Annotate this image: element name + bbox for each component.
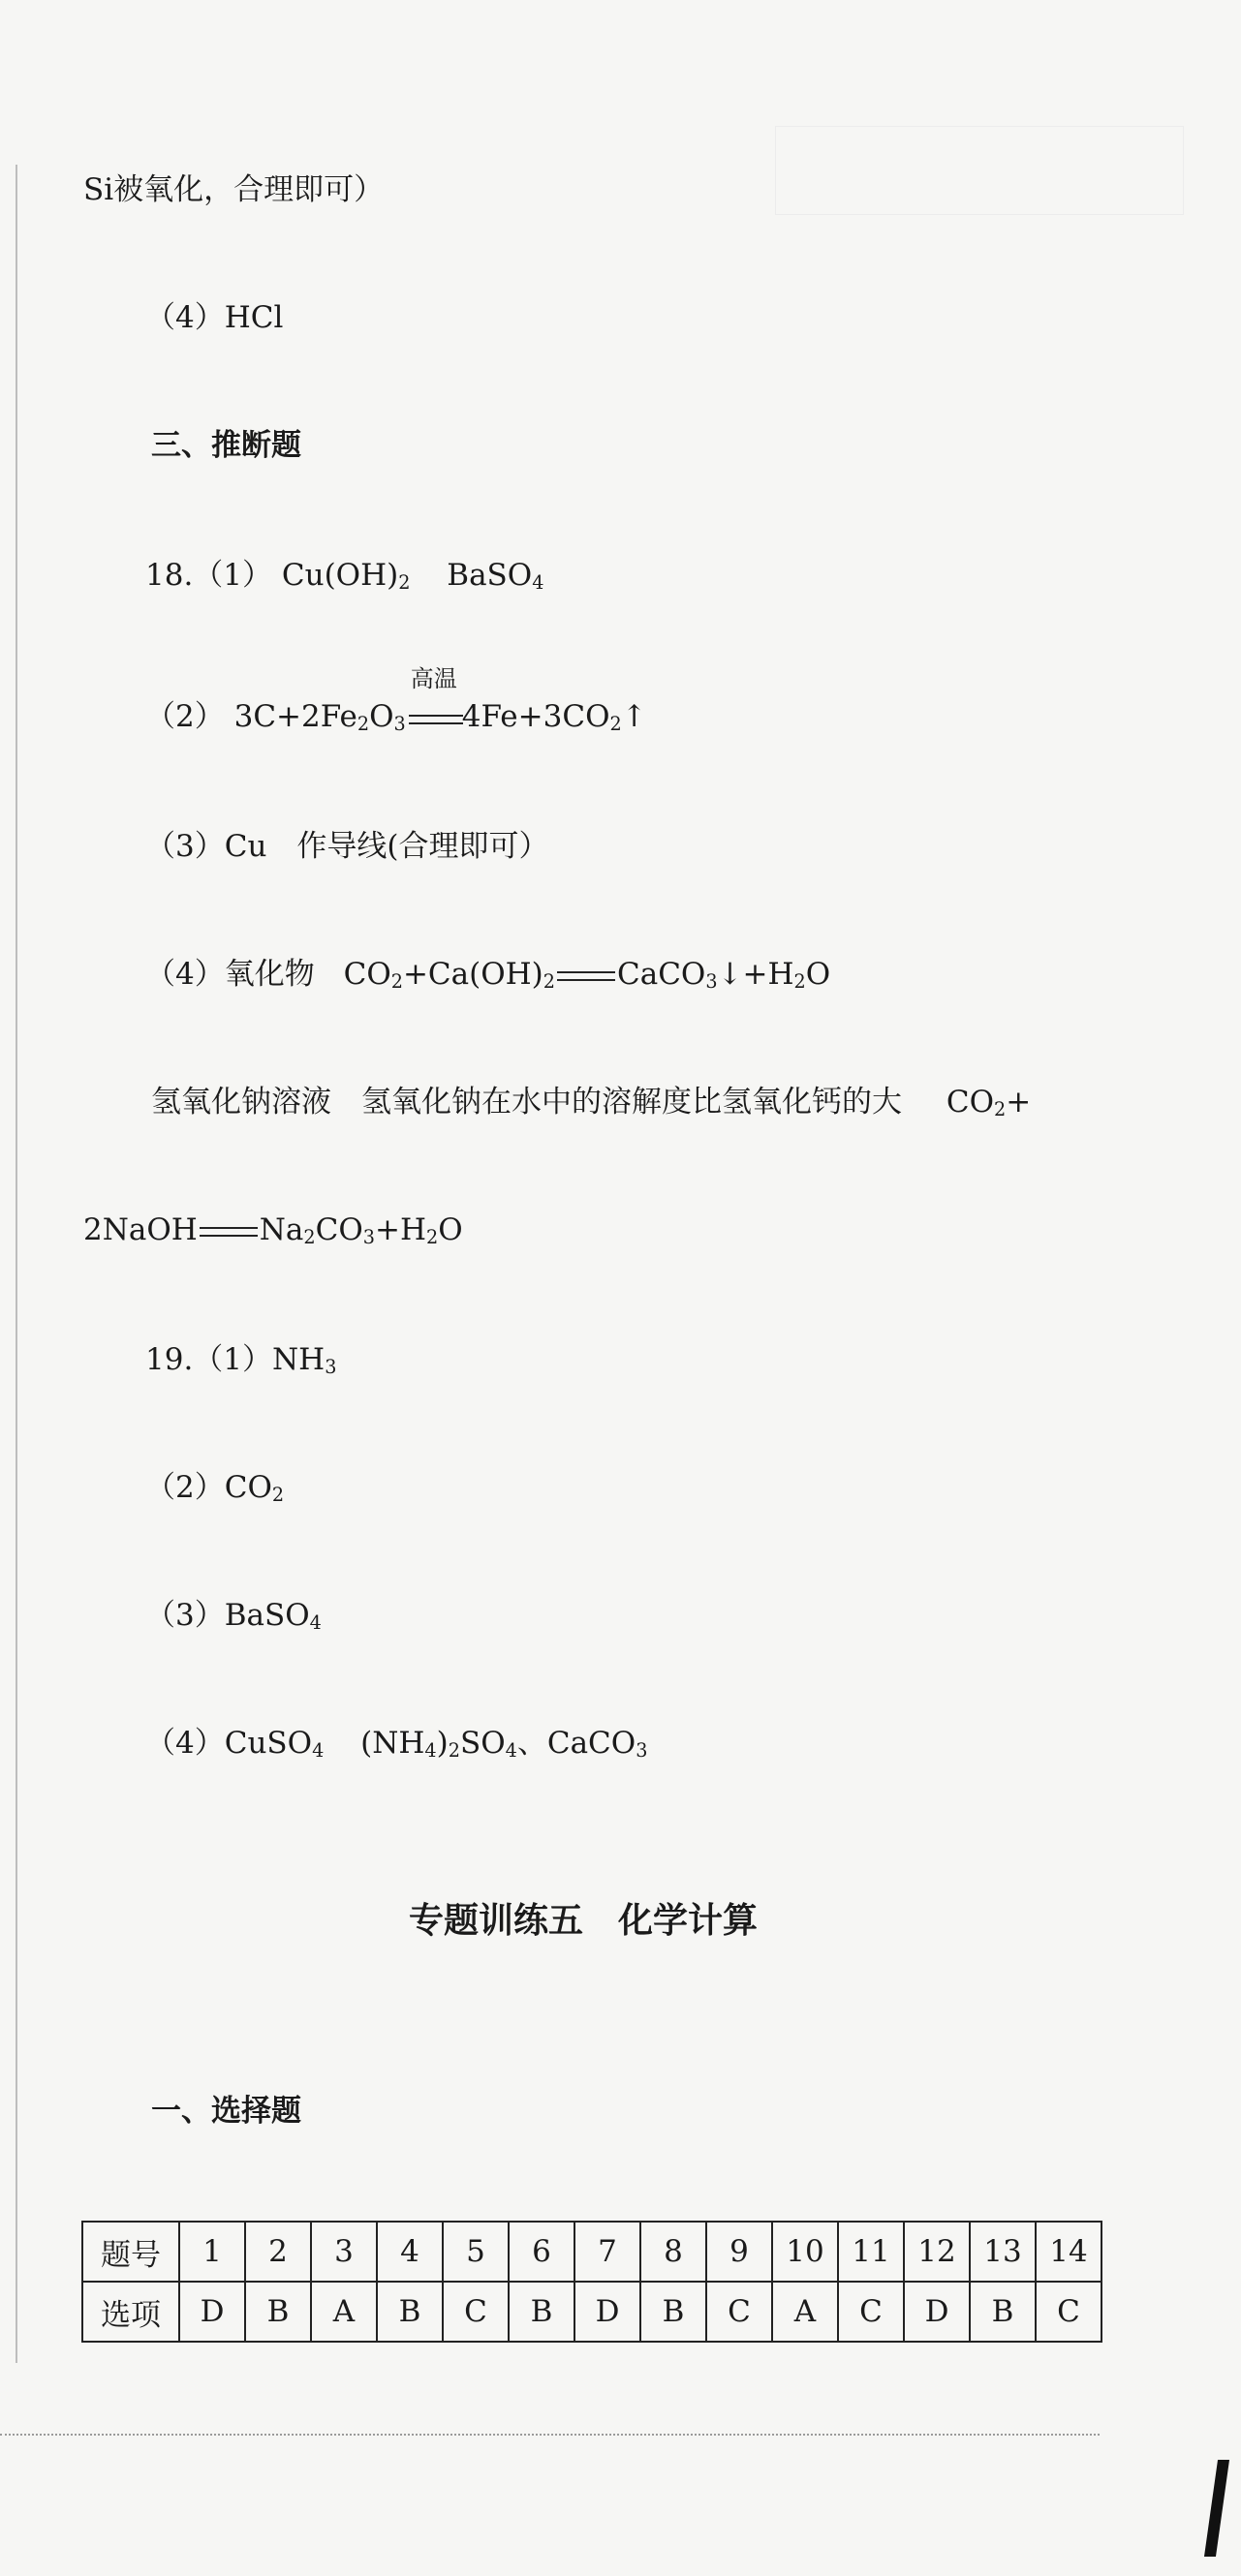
line-q18-3: [145, 827, 549, 866]
subscript: 2: [303, 1225, 316, 1248]
line-q18-1: [145, 556, 543, 595]
faint-watermark: [775, 126, 1184, 215]
formula-part: ↓+H: [717, 957, 794, 992]
subscript: 3: [393, 712, 406, 735]
item-number: 18.（1）: [145, 558, 273, 593]
table-cell: 9: [706, 2222, 772, 2282]
section-heading-inference: [151, 426, 301, 465]
table-cell: A: [311, 2282, 377, 2342]
table-cell: C: [706, 2282, 772, 2342]
item-number: （3）: [145, 1598, 225, 1633]
subscript: 3: [705, 969, 718, 993]
table-cell: 2: [245, 2222, 311, 2282]
formula-part: (NH: [360, 1726, 425, 1761]
subscript: 3: [325, 1355, 337, 1378]
answer-table: [81, 2221, 1102, 2343]
subscript: 3: [636, 1738, 648, 1762]
table-cell: C: [838, 2282, 904, 2342]
text: Si被氧化，合理即可）: [83, 172, 385, 207]
table-cell: B: [245, 2282, 311, 2342]
line-si-oxidized: [83, 170, 384, 209]
table-cell: 3: [311, 2222, 377, 2282]
formula-part: 4Fe+3CO: [461, 699, 610, 734]
table-cell: B: [640, 2282, 706, 2342]
table-header-cell: 选项: [82, 2282, 179, 2342]
line-q19-1: [145, 1340, 336, 1379]
item-number: 19.（1）: [145, 1342, 273, 1377]
formula-part: Na: [259, 1212, 304, 1247]
subscript: 2: [994, 1097, 1007, 1120]
line-q17-4: [145, 298, 283, 337]
formula-part: BaSO: [224, 1598, 310, 1633]
formula-part: NH: [272, 1342, 326, 1377]
formula-part: O: [805, 957, 831, 992]
gas-arrow: ↑: [621, 699, 647, 734]
item-text: （4）氧化物: [145, 957, 315, 992]
formula-part: CO: [343, 957, 391, 992]
formula-part: +: [1006, 1085, 1032, 1119]
formula-part: O: [369, 699, 394, 734]
heading-text: 三、推断题: [151, 428, 301, 463]
table-row-numbers: [82, 2222, 1101, 2282]
formula-part: 、CaCO: [516, 1726, 636, 1761]
table-cell: D: [904, 2282, 970, 2342]
formula-part: O: [438, 1212, 463, 1247]
formula-part: CuSO: [224, 1726, 313, 1761]
line-naoh-explanation: [151, 1083, 1031, 1121]
table-cell: B: [377, 2282, 443, 2342]
formula-part: 3C+2Fe: [233, 699, 357, 734]
table-cell: 12: [904, 2222, 970, 2282]
table-cell: D: [179, 2282, 245, 2342]
subscript: 2: [357, 712, 370, 735]
subscript: 4: [424, 1738, 437, 1762]
table-cell: C: [443, 2282, 509, 2342]
equals-sign: [557, 971, 615, 981]
heading-text: 一、选择题: [151, 2094, 301, 2129]
formula-part: BaSO: [447, 558, 533, 593]
item-number: （4）: [145, 300, 225, 335]
page-edge-mark: [1204, 2460, 1229, 2557]
formula-part: +H: [374, 1212, 426, 1247]
subscript: 4: [312, 1738, 325, 1762]
text: （3）Cu 作导线(合理即可）: [145, 829, 549, 864]
table-cell: 8: [640, 2222, 706, 2282]
table-cell: 7: [574, 2222, 640, 2282]
equals-sign: [200, 1227, 258, 1237]
subscript: 2: [543, 969, 555, 993]
equals-sign: [409, 715, 463, 724]
subscript: 2: [793, 969, 806, 993]
table-cell: 5: [443, 2222, 509, 2282]
table-cell: 4: [377, 2222, 443, 2282]
page-title: [409, 1902, 758, 1941]
formula: HCl: [224, 300, 284, 335]
subscript: 4: [505, 1738, 517, 1762]
table-cell: 13: [970, 2222, 1036, 2282]
table-cell: B: [970, 2282, 1036, 2342]
subscript: 2: [609, 712, 622, 735]
formula-part: CaCO: [617, 957, 706, 992]
line-q19-3: [145, 1596, 322, 1635]
item-number: （2）: [145, 699, 225, 734]
formula-part: +Ca(OH): [402, 957, 543, 992]
line-q18-4-equation: [145, 955, 830, 994]
subscript: 4: [309, 1610, 322, 1634]
subscript: 2: [448, 1738, 460, 1762]
condition-text: 高温: [410, 664, 457, 692]
subscript: 3: [362, 1225, 375, 1248]
formula-part: SO: [459, 1726, 506, 1761]
section-heading-multiple-choice: [151, 2092, 301, 2131]
text: 氢氧化钠溶液 氢氧化钠在水中的溶解度比氢氧化钙的大: [151, 1085, 902, 1119]
table-cell: C: [1036, 2282, 1101, 2342]
subscript: 2: [425, 1225, 439, 1248]
formula-part: 2NaOH: [83, 1212, 198, 1247]
table-cell: B: [509, 2282, 574, 2342]
title-text: 专题训练五 化学计算: [409, 1901, 759, 1941]
table-cell: D: [574, 2282, 640, 2342]
dotted-separator: [0, 2434, 1100, 2436]
subscript: 4: [532, 570, 544, 594]
formula-part: CO: [224, 1470, 272, 1505]
formula-part: CO: [946, 1085, 994, 1119]
left-margin-rule: [16, 165, 17, 2363]
table-cell: 14: [1036, 2222, 1101, 2282]
table-cell: 6: [509, 2222, 574, 2282]
reaction-condition: [407, 664, 461, 738]
line-naoh-equation: [83, 1211, 463, 1249]
item-number: （2）: [145, 1470, 225, 1505]
subscript: 2: [398, 570, 411, 594]
table-row-answers: [82, 2282, 1101, 2342]
subscript: 2: [390, 969, 403, 993]
line-q19-4: [145, 1724, 647, 1763]
formula-part: Cu(OH): [281, 558, 399, 593]
item-number: （4）: [145, 1726, 225, 1761]
formula-part: ): [436, 1726, 449, 1761]
line-q18-2-equation: [145, 664, 647, 738]
table-header-cell: 题号: [82, 2222, 179, 2282]
line-q19-2: [145, 1468, 284, 1507]
table-cell: 10: [772, 2222, 838, 2282]
formula-part: CO: [315, 1212, 363, 1247]
table-cell: A: [772, 2282, 838, 2342]
table-cell: 11: [838, 2222, 904, 2282]
subscript: 2: [271, 1483, 285, 1506]
table-cell: 1: [179, 2222, 245, 2282]
